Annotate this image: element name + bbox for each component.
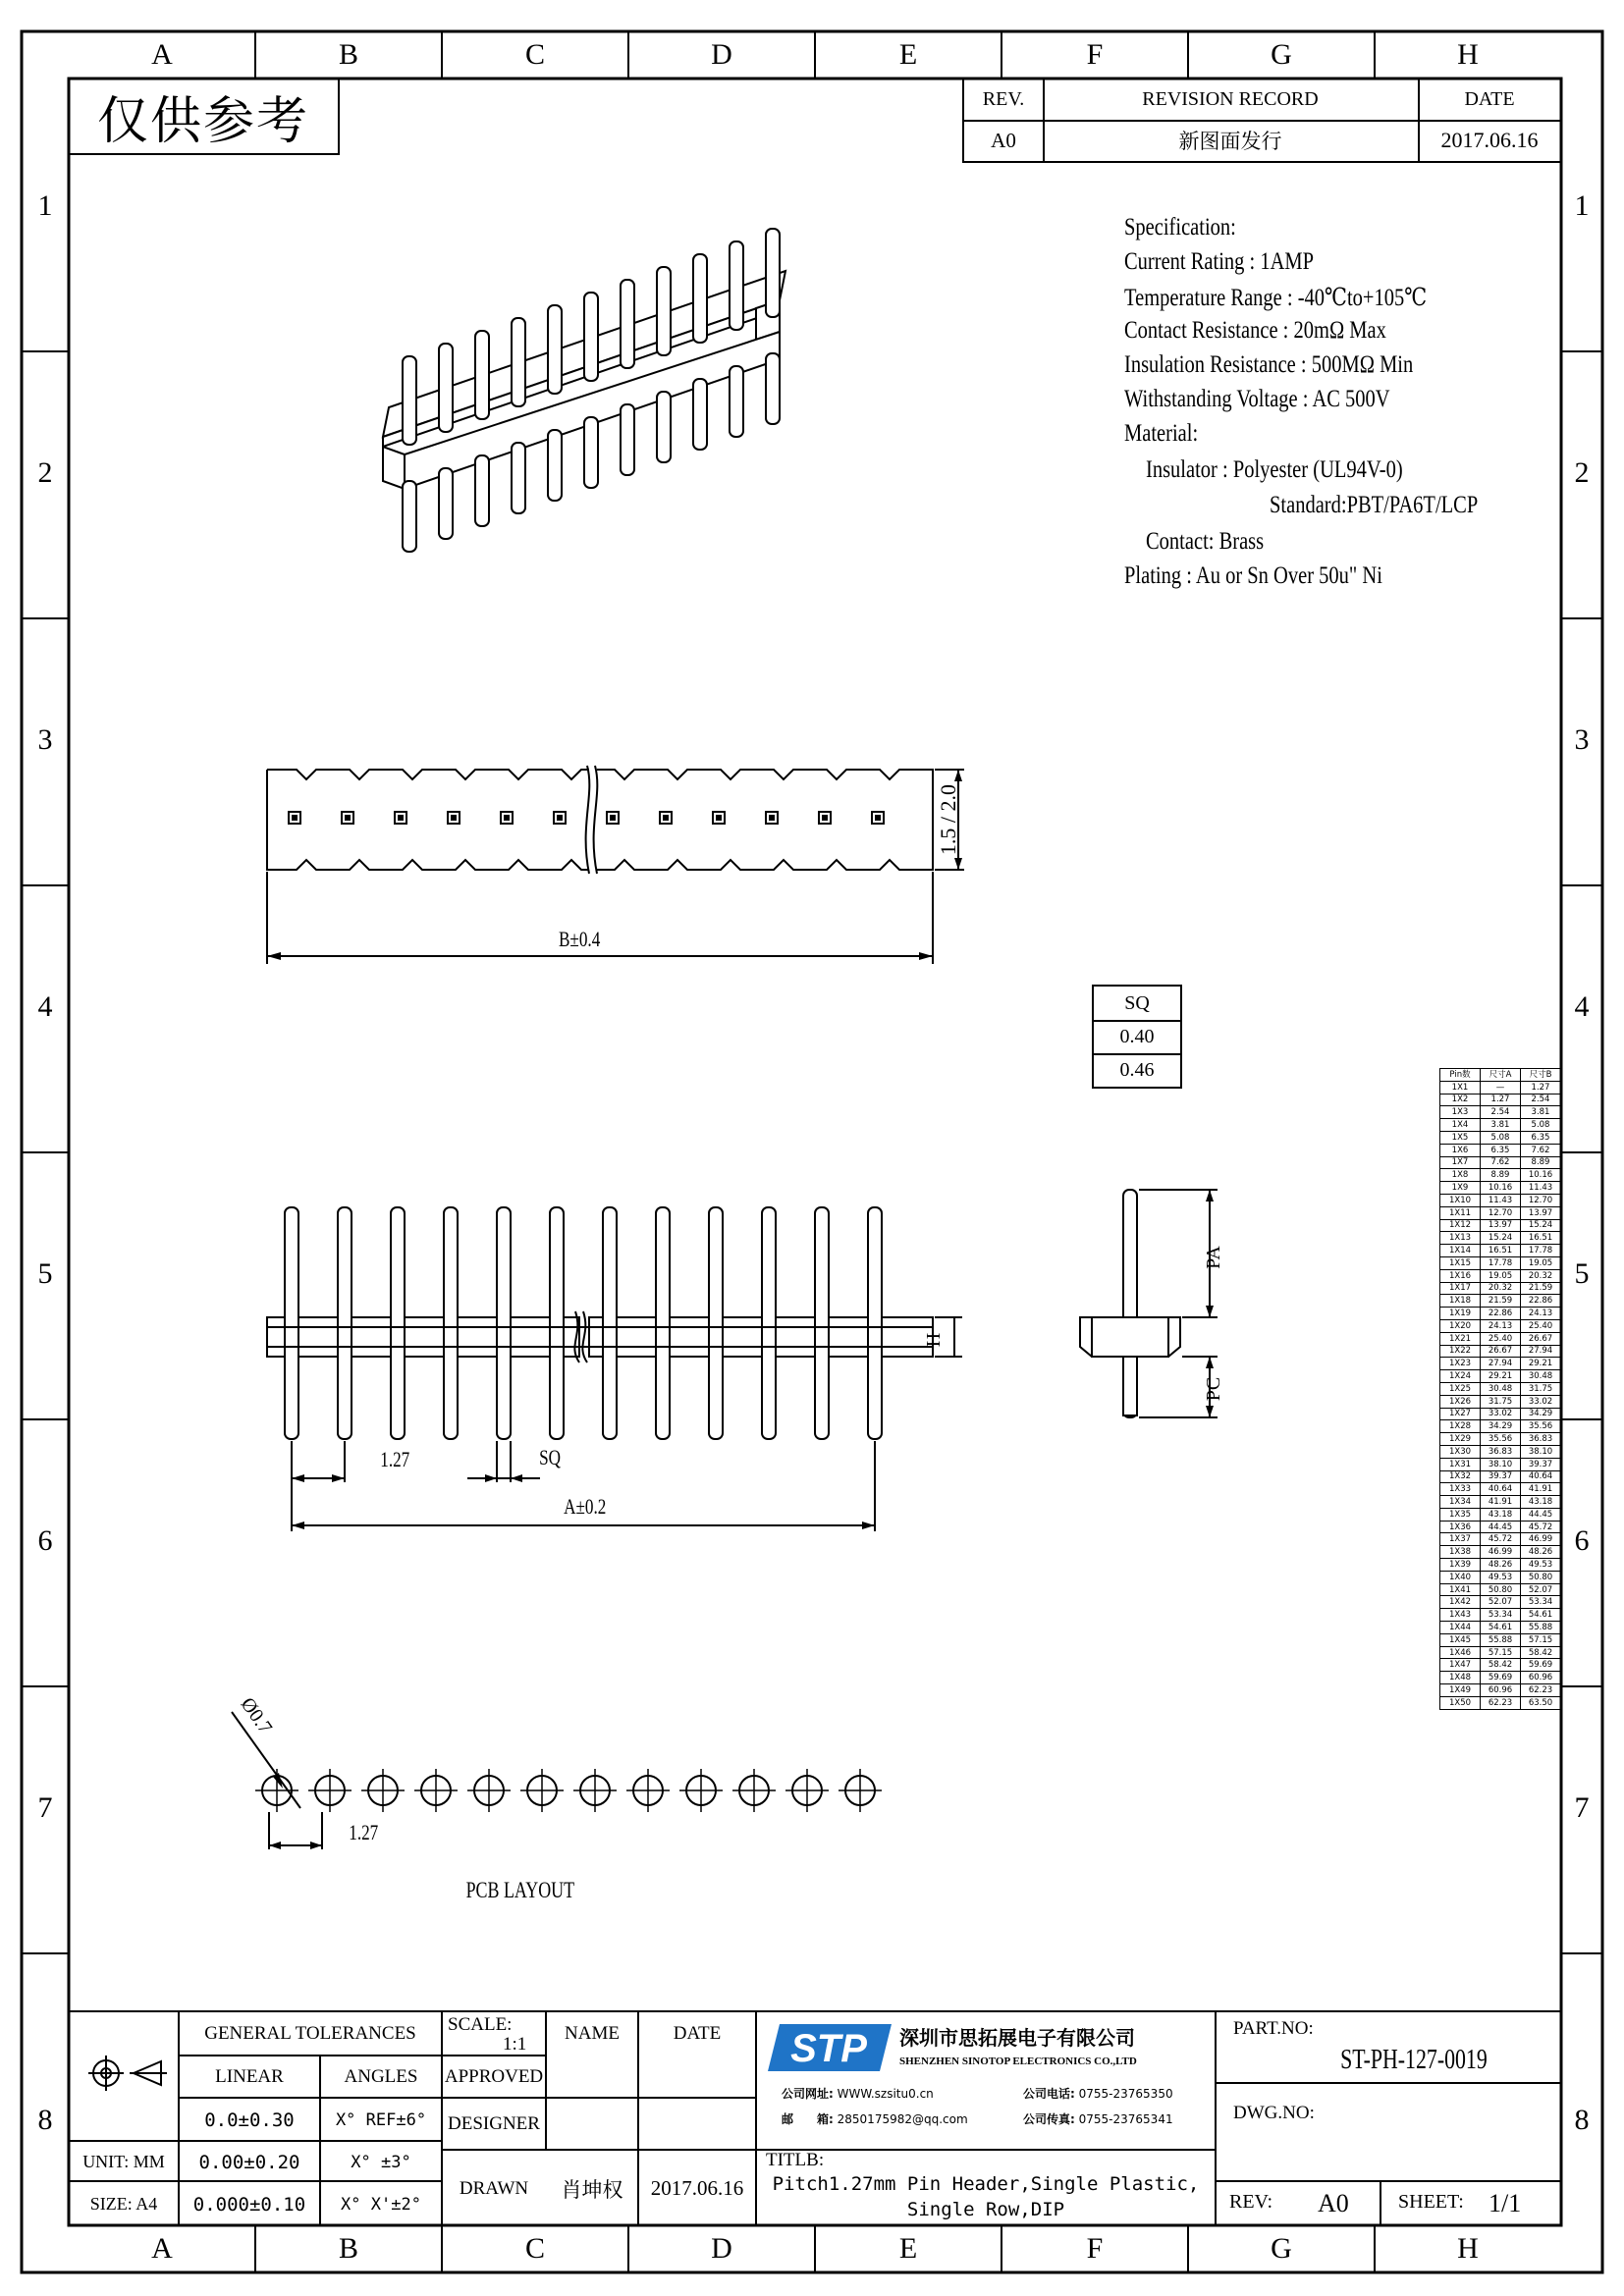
mail-value: 2850175982@qq.com bbox=[837, 2112, 968, 2126]
spec-insulator: Insulator : Polyester (UL94V-0) bbox=[1146, 456, 1403, 483]
angle-tolerance: X° REF±6° bbox=[335, 2110, 427, 2130]
dimension-a-cell: 20.32 bbox=[1481, 1282, 1521, 1295]
dimension-b-cell: 10.16 bbox=[1521, 1169, 1561, 1182]
drawn-date: 2017.06.16 bbox=[650, 2176, 744, 2200]
dimension-a-cell: 17.78 bbox=[1481, 1256, 1521, 1269]
spec-insulation-resistance: Insulation Resistance : 500MΩ Min bbox=[1124, 351, 1414, 378]
dimension-b-cell: 30.48 bbox=[1521, 1370, 1561, 1383]
zone-label: 8 bbox=[1574, 2104, 1590, 2136]
dimension-a-cell: 36.83 bbox=[1481, 1445, 1521, 1458]
rev-value: A0 bbox=[1318, 2189, 1349, 2217]
dimension-a-cell: 62.23 bbox=[1481, 1696, 1521, 1709]
spec-temperature-range: Temperature Range : -40℃to+105℃ bbox=[1124, 285, 1428, 311]
pin-count-cell: 1X17 bbox=[1440, 1282, 1481, 1295]
b-dimension-label: B±0.4 bbox=[558, 927, 601, 951]
third-angle-projection-icon bbox=[86, 2050, 169, 2099]
dimension-b-cell: 24.13 bbox=[1521, 1308, 1561, 1320]
dimension-a-cell: 31.75 bbox=[1481, 1395, 1521, 1408]
company-name-cn: 深圳市思拓展电子有限公司 bbox=[899, 2026, 1135, 2050]
angle-tolerance: X° X'±2° bbox=[341, 2194, 421, 2215]
dimension-a-cell: 15.24 bbox=[1481, 1232, 1521, 1245]
dimension-a-cell: 2.54 bbox=[1481, 1106, 1521, 1119]
dimension-a-cell: 13.97 bbox=[1481, 1219, 1521, 1232]
pin-count-cell: 1X27 bbox=[1440, 1408, 1481, 1420]
dimension-a-cell: 25.40 bbox=[1481, 1332, 1521, 1345]
dimension-b-cell: 35.56 bbox=[1521, 1420, 1561, 1433]
pin-count-cell: 1X41 bbox=[1440, 1583, 1481, 1596]
dimension-b-cell: 12.70 bbox=[1521, 1194, 1561, 1206]
pa-dimension-label: PA bbox=[1202, 1246, 1224, 1269]
dimension-a-cell: 35.56 bbox=[1481, 1433, 1521, 1446]
pin-count-cell: 1X31 bbox=[1440, 1458, 1481, 1470]
sq-value: 0.46 bbox=[1092, 1053, 1182, 1089]
contact-website bbox=[782, 2085, 934, 2102]
zone-label: A bbox=[151, 2232, 173, 2265]
dimension-b-cell: 54.61 bbox=[1521, 1609, 1561, 1622]
pin-count-cell: 1X47 bbox=[1440, 1659, 1481, 1672]
pin-count-cell: 1X32 bbox=[1440, 1470, 1481, 1483]
dimension-a-cell: 38.10 bbox=[1481, 1458, 1521, 1470]
pin-count-cell: 1X13 bbox=[1440, 1232, 1481, 1245]
pin-count-cell: 1X26 bbox=[1440, 1395, 1481, 1408]
zone-label: F bbox=[1086, 2232, 1104, 2265]
dimension-b-cell: 38.10 bbox=[1521, 1445, 1561, 1458]
designer-label: DESIGNER bbox=[448, 2113, 540, 2134]
pin-count-cell: 1X23 bbox=[1440, 1358, 1481, 1370]
dimension-b-cell: 33.02 bbox=[1521, 1395, 1561, 1408]
dimension-a-cell: 1.27 bbox=[1481, 1094, 1521, 1106]
a-dimension-label: A±0.2 bbox=[564, 1494, 607, 1519]
logo-text: STP bbox=[790, 2027, 867, 2070]
title-label: TITLB: bbox=[766, 2150, 825, 2170]
dimension-a-cell: 50.80 bbox=[1481, 1583, 1521, 1596]
pin-count-cell: 1X8 bbox=[1440, 1169, 1481, 1182]
linear-tolerance: 0.000±0.10 bbox=[192, 2193, 306, 2216]
dimension-a-cell: 57.15 bbox=[1481, 1646, 1521, 1659]
dimension-b-cell: 57.15 bbox=[1521, 1633, 1561, 1646]
pin-count-cell: 1X22 bbox=[1440, 1345, 1481, 1358]
dimension-a-cell: 52.07 bbox=[1481, 1596, 1521, 1609]
phone-label: 公司电话: bbox=[1023, 2087, 1075, 2101]
dimension-b-cell: 44.45 bbox=[1521, 1508, 1561, 1521]
pin-count-cell: 1X28 bbox=[1440, 1420, 1481, 1433]
angles-label: ANGLES bbox=[344, 2066, 418, 2087]
contact-fax bbox=[1023, 2110, 1173, 2127]
pin-count-cell: 1X35 bbox=[1440, 1508, 1481, 1521]
zone-label: G bbox=[1271, 38, 1292, 71]
zone-label: G bbox=[1271, 2232, 1292, 2265]
dimension-b-cell: 7.62 bbox=[1521, 1144, 1561, 1156]
zone-label: 6 bbox=[37, 1524, 53, 1557]
scale-label: SCALE: bbox=[448, 2014, 513, 2035]
dimension-b-cell: 39.37 bbox=[1521, 1458, 1561, 1470]
zone-label: 6 bbox=[1574, 1524, 1590, 1557]
dimension-a-cell: 27.94 bbox=[1481, 1358, 1521, 1370]
zone-label: 1 bbox=[37, 189, 53, 222]
dimension-a-cell: 40.64 bbox=[1481, 1483, 1521, 1496]
website-value: WWW.szsitu0.cn bbox=[837, 2087, 934, 2101]
zone-label: 7 bbox=[1574, 1791, 1590, 1824]
dimension-b-cell: 62.23 bbox=[1521, 1684, 1561, 1697]
dimension-b-cell: 53.34 bbox=[1521, 1596, 1561, 1609]
dimension-b-cell: 59.69 bbox=[1521, 1659, 1561, 1672]
rev-value: A0 bbox=[962, 120, 1045, 163]
dimension-b-cell: 50.80 bbox=[1521, 1571, 1561, 1583]
dimension-b-cell: 19.05 bbox=[1521, 1256, 1561, 1269]
dimension-a-cell: 29.21 bbox=[1481, 1370, 1521, 1383]
linear-label: LINEAR bbox=[215, 2066, 284, 2087]
part-number: ST-PH-127-0019 bbox=[1340, 2045, 1488, 2075]
pin-count-cell: 1X12 bbox=[1440, 1219, 1481, 1232]
date-header: DATE bbox=[673, 2023, 722, 2044]
sq-value: 0.40 bbox=[1092, 1020, 1182, 1055]
fax-label: 公司传真: bbox=[1023, 2112, 1075, 2126]
dimension-a-cell: 44.45 bbox=[1481, 1521, 1521, 1533]
reference-only-stamp: 仅供参考 bbox=[69, 79, 340, 155]
h-dimension-label: H bbox=[922, 1332, 945, 1348]
pin-count-cell: 1X40 bbox=[1440, 1571, 1481, 1583]
dimension-a-cell: 19.05 bbox=[1481, 1269, 1521, 1282]
pin-count-cell: 1X38 bbox=[1440, 1546, 1481, 1559]
spec-contact: Contact: Brass bbox=[1146, 528, 1265, 555]
dimension-b-cell: 16.51 bbox=[1521, 1232, 1561, 1245]
zone-label: 8 bbox=[37, 2104, 53, 2136]
dimension-a-cell: 34.29 bbox=[1481, 1420, 1521, 1433]
dimension-a-cell: 24.13 bbox=[1481, 1319, 1521, 1332]
table-header: 尺寸A bbox=[1481, 1069, 1521, 1082]
spec-contact-resistance: Contact Resistance : 20mΩ Max bbox=[1124, 317, 1386, 344]
pin-count-cell: 1X50 bbox=[1440, 1696, 1481, 1709]
mail-label: 邮 箱: bbox=[782, 2112, 834, 2126]
pitch-dimension-label: 1.27 bbox=[379, 1447, 410, 1471]
pin-count-cell: 1X44 bbox=[1440, 1622, 1481, 1634]
dimension-b-cell: 20.32 bbox=[1521, 1269, 1561, 1282]
pin-count-cell: 1X1 bbox=[1440, 1081, 1481, 1094]
zone-label: E bbox=[898, 2232, 918, 2265]
pin-count-cell: 1X4 bbox=[1440, 1119, 1481, 1132]
dimension-b-cell: 21.59 bbox=[1521, 1282, 1561, 1295]
pin-count-cell: 1X37 bbox=[1440, 1533, 1481, 1546]
dimension-b-cell: 58.42 bbox=[1521, 1646, 1561, 1659]
zone-label: F bbox=[1086, 38, 1104, 71]
pin-count-cell: 1X29 bbox=[1440, 1433, 1481, 1446]
dimension-b-cell: 1.27 bbox=[1521, 1081, 1561, 1094]
dimension-a-cell: 6.35 bbox=[1481, 1144, 1521, 1156]
dwg-no-label: DWG.NO: bbox=[1233, 2103, 1315, 2123]
dimension-b-cell: 11.43 bbox=[1521, 1182, 1561, 1195]
dimension-b-cell: 15.24 bbox=[1521, 1219, 1561, 1232]
pin-count-cell: 1X46 bbox=[1440, 1646, 1481, 1659]
spec-material: Material: bbox=[1124, 420, 1199, 447]
pin-count-cell: 1X42 bbox=[1440, 1596, 1481, 1609]
dimension-b-cell: 2.54 bbox=[1521, 1094, 1561, 1106]
zone-label: 1 bbox=[1574, 189, 1590, 222]
dimension-b-cell: 48.26 bbox=[1521, 1546, 1561, 1559]
pin-count-cell: 1X21 bbox=[1440, 1332, 1481, 1345]
dimension-a-cell: 43.18 bbox=[1481, 1508, 1521, 1521]
dimension-b-cell: 6.35 bbox=[1521, 1131, 1561, 1144]
dimension-b-cell: 8.89 bbox=[1521, 1156, 1561, 1169]
pin-count-cell: 1X43 bbox=[1440, 1609, 1481, 1622]
phone-value: 0755-23765350 bbox=[1078, 2087, 1173, 2101]
zone-label: B bbox=[338, 2232, 358, 2265]
sq-header: SQ bbox=[1092, 985, 1182, 1022]
zone-label: 4 bbox=[1574, 990, 1590, 1023]
pcb-layout-title: PCB LAYOUT bbox=[465, 1878, 575, 1902]
dimension-a-cell: 3.81 bbox=[1481, 1119, 1521, 1132]
dimension-b-cell: 55.88 bbox=[1521, 1622, 1561, 1634]
pin-count-cell: 1X24 bbox=[1440, 1370, 1481, 1383]
zone-label: D bbox=[711, 2232, 732, 2265]
linear-tolerance: 0.0±0.30 bbox=[204, 2109, 295, 2131]
contact-mail bbox=[782, 2110, 968, 2127]
dimension-b-cell: 29.21 bbox=[1521, 1358, 1561, 1370]
spec-withstanding-voltage: Withstanding Voltage : AC 500V bbox=[1124, 386, 1390, 412]
spec-heading: Specification: bbox=[1124, 214, 1236, 240]
pin-count-cell: 1X36 bbox=[1440, 1521, 1481, 1533]
dimension-a-cell: 11.43 bbox=[1481, 1194, 1521, 1206]
dimension-a-cell: 58.42 bbox=[1481, 1659, 1521, 1672]
pin-count-cell: 1X30 bbox=[1440, 1445, 1481, 1458]
pin-count-cell: 1X49 bbox=[1440, 1684, 1481, 1697]
pin-count-cell: 1X25 bbox=[1440, 1382, 1481, 1395]
scale-value: 1:1 bbox=[503, 2034, 527, 2055]
pcb-pitch-label: 1.27 bbox=[348, 1820, 379, 1844]
dimension-a-cell: 22.86 bbox=[1481, 1308, 1521, 1320]
company-logo bbox=[766, 2020, 893, 2075]
pin-count-cell: 1X15 bbox=[1440, 1256, 1481, 1269]
dimension-b-cell: 41.91 bbox=[1521, 1483, 1561, 1496]
dimension-b-cell: 60.96 bbox=[1521, 1672, 1561, 1684]
dimension-b-cell: 36.83 bbox=[1521, 1433, 1561, 1446]
dimension-b-cell: 25.40 bbox=[1521, 1319, 1561, 1332]
dimension-a-cell: 49.53 bbox=[1481, 1571, 1521, 1583]
drawing-title-line1: Pitch1.27mm Pin Header,Single Plastic, bbox=[772, 2173, 1200, 2195]
dimension-a-cell: 33.02 bbox=[1481, 1408, 1521, 1420]
dimension-a-cell: 48.26 bbox=[1481, 1559, 1521, 1572]
dimension-a-cell: 10.16 bbox=[1481, 1182, 1521, 1195]
dimension-a-cell: 21.59 bbox=[1481, 1295, 1521, 1308]
dimension-a-cell: 53.34 bbox=[1481, 1609, 1521, 1622]
zone-label: 2 bbox=[37, 456, 53, 489]
dimension-a-cell: 5.08 bbox=[1481, 1131, 1521, 1144]
drawn-name: 肖坤权 bbox=[561, 2177, 623, 2202]
website-label: 公司网址: bbox=[782, 2087, 834, 2101]
zone-label: 5 bbox=[1574, 1257, 1590, 1290]
sq-dimension-label: SQ bbox=[539, 1445, 561, 1469]
part-no-label: PART.NO: bbox=[1233, 2018, 1314, 2039]
zone-label: C bbox=[524, 2232, 545, 2265]
approved-label: APPROVED bbox=[444, 2066, 544, 2087]
dimension-b-cell: 26.67 bbox=[1521, 1332, 1561, 1345]
linear-tolerance: 0.00±0.20 bbox=[198, 2151, 300, 2173]
dimension-a-cell: 7.62 bbox=[1481, 1156, 1521, 1169]
table-header: 尺寸B bbox=[1521, 1069, 1561, 1082]
dimension-b-cell: 52.07 bbox=[1521, 1583, 1561, 1596]
height-dimension-label: 1.5 / 2.0 bbox=[936, 783, 960, 856]
sheet-value: 1/1 bbox=[1489, 2189, 1522, 2217]
hole-diameter-label: Ø0.7 bbox=[237, 1693, 277, 1738]
dimension-b-cell: 63.50 bbox=[1521, 1696, 1561, 1709]
dimension-b-cell: 45.72 bbox=[1521, 1521, 1561, 1533]
dimension-b-cell: 5.08 bbox=[1521, 1119, 1561, 1132]
dimension-b-cell: 27.94 bbox=[1521, 1345, 1561, 1358]
pin-count-cell: 1X10 bbox=[1440, 1194, 1481, 1206]
zone-label: C bbox=[524, 38, 545, 71]
sheet-label: SHEET: bbox=[1398, 2191, 1464, 2213]
dimension-a-cell: 54.61 bbox=[1481, 1622, 1521, 1634]
dimension-b-cell: 49.53 bbox=[1521, 1559, 1561, 1572]
zone-label: H bbox=[1457, 2232, 1479, 2265]
dimension-a-cell: 12.70 bbox=[1481, 1206, 1521, 1219]
dimension-a-cell: 16.51 bbox=[1481, 1245, 1521, 1257]
pin-count-cell: 1X2 bbox=[1440, 1094, 1481, 1106]
dimension-b-cell: 22.86 bbox=[1521, 1295, 1561, 1308]
pin-count-cell: 1X18 bbox=[1440, 1295, 1481, 1308]
zone-label: 3 bbox=[37, 723, 53, 756]
dimension-b-cell: 13.97 bbox=[1521, 1206, 1561, 1219]
dimension-b-cell: 3.81 bbox=[1521, 1106, 1561, 1119]
rev-label: REV: bbox=[1229, 2191, 1273, 2213]
dimension-a-cell: 8.89 bbox=[1481, 1169, 1521, 1182]
dimension-a-cell: 39.37 bbox=[1481, 1470, 1521, 1483]
drawn-label: DRAWN bbox=[459, 2177, 529, 2199]
zone-label: B bbox=[338, 38, 358, 71]
pin-count-cell: 1X45 bbox=[1440, 1633, 1481, 1646]
pin-count-cell: 1X39 bbox=[1440, 1559, 1481, 1572]
pin-count-cell: 1X7 bbox=[1440, 1156, 1481, 1169]
revision-description: 新图面发行 bbox=[1043, 120, 1420, 163]
dimension-b-cell: 34.29 bbox=[1521, 1408, 1561, 1420]
unit-label: UNIT: MM bbox=[82, 2152, 165, 2171]
revision-record-header: REVISION RECORD bbox=[1043, 79, 1420, 122]
pin-count-cell: 1X20 bbox=[1440, 1319, 1481, 1332]
spec-standard: Standard:PBT/PA6T/LCP bbox=[1270, 492, 1479, 518]
zone-label: 7 bbox=[37, 1791, 53, 1824]
zone-label: E bbox=[898, 38, 918, 71]
date-header: DATE bbox=[1418, 79, 1561, 122]
zone-label: 5 bbox=[37, 1257, 53, 1290]
dimension-a-cell: 26.67 bbox=[1481, 1345, 1521, 1358]
dimension-a-cell: 60.96 bbox=[1481, 1684, 1521, 1697]
pc-dimension-label: PC bbox=[1202, 1376, 1224, 1402]
dimension-a-cell: 46.99 bbox=[1481, 1546, 1521, 1559]
zone-label: 2 bbox=[1574, 456, 1590, 489]
revision-date: 2017.06.16 bbox=[1418, 120, 1561, 163]
pin-count-cell: 1X34 bbox=[1440, 1496, 1481, 1509]
table-header: Pin数 bbox=[1440, 1069, 1481, 1082]
zone-label: 4 bbox=[37, 990, 53, 1023]
spec-current-rating: Current Rating : 1AMP bbox=[1124, 248, 1315, 275]
dimension-b-cell: 43.18 bbox=[1521, 1496, 1561, 1509]
company-name-en: SHENZHEN SINOTOP ELECTRONICS CO.,LTD bbox=[899, 2056, 1137, 2067]
pin-count-cell: 1X19 bbox=[1440, 1308, 1481, 1320]
zone-label: H bbox=[1457, 38, 1479, 71]
pin-count-cell: 1X11 bbox=[1440, 1206, 1481, 1219]
dimension-b-cell: 31.75 bbox=[1521, 1382, 1561, 1395]
dimension-a-cell: — bbox=[1481, 1081, 1521, 1094]
angle-tolerance: X° ±3° bbox=[351, 2152, 411, 2172]
dimension-b-cell: 40.64 bbox=[1521, 1470, 1561, 1483]
zone-label: 3 bbox=[1574, 723, 1590, 756]
dimension-a-cell: 59.69 bbox=[1481, 1672, 1521, 1684]
rev-header: REV. bbox=[962, 79, 1045, 122]
pin-count-cell: 1X6 bbox=[1440, 1144, 1481, 1156]
pin-count-cell: 1X5 bbox=[1440, 1131, 1481, 1144]
pin-count-cell: 1X48 bbox=[1440, 1672, 1481, 1684]
general-tolerances-label: GENERAL TOLERANCES bbox=[204, 2023, 416, 2044]
size-label: SIZE: A4 bbox=[89, 2194, 158, 2214]
spec-plating: Plating : Au or Sn Over 50u" Ni bbox=[1124, 562, 1382, 589]
name-header: NAME bbox=[565, 2023, 620, 2044]
zone-label: D bbox=[711, 38, 732, 71]
drawing-title-line2: Single Row,DIP bbox=[906, 2199, 1065, 2220]
dimension-a-cell: 30.48 bbox=[1481, 1382, 1521, 1395]
pin-count-cell: 1X3 bbox=[1440, 1106, 1481, 1119]
dimension-a-cell: 45.72 bbox=[1481, 1533, 1521, 1546]
fax-value: 0755-23765341 bbox=[1078, 2112, 1173, 2126]
dimension-a-cell: 41.91 bbox=[1481, 1496, 1521, 1509]
dimension-b-cell: 46.99 bbox=[1521, 1533, 1561, 1546]
zone-label: A bbox=[151, 38, 173, 71]
contact-phone bbox=[1023, 2085, 1173, 2102]
pin-count-cell: 1X9 bbox=[1440, 1182, 1481, 1195]
pin-count-cell: 1X16 bbox=[1440, 1269, 1481, 1282]
pin-count-cell: 1X33 bbox=[1440, 1483, 1481, 1496]
dimension-a-cell: 55.88 bbox=[1481, 1633, 1521, 1646]
dimension-b-cell: 17.78 bbox=[1521, 1245, 1561, 1257]
pin-count-cell: 1X14 bbox=[1440, 1245, 1481, 1257]
